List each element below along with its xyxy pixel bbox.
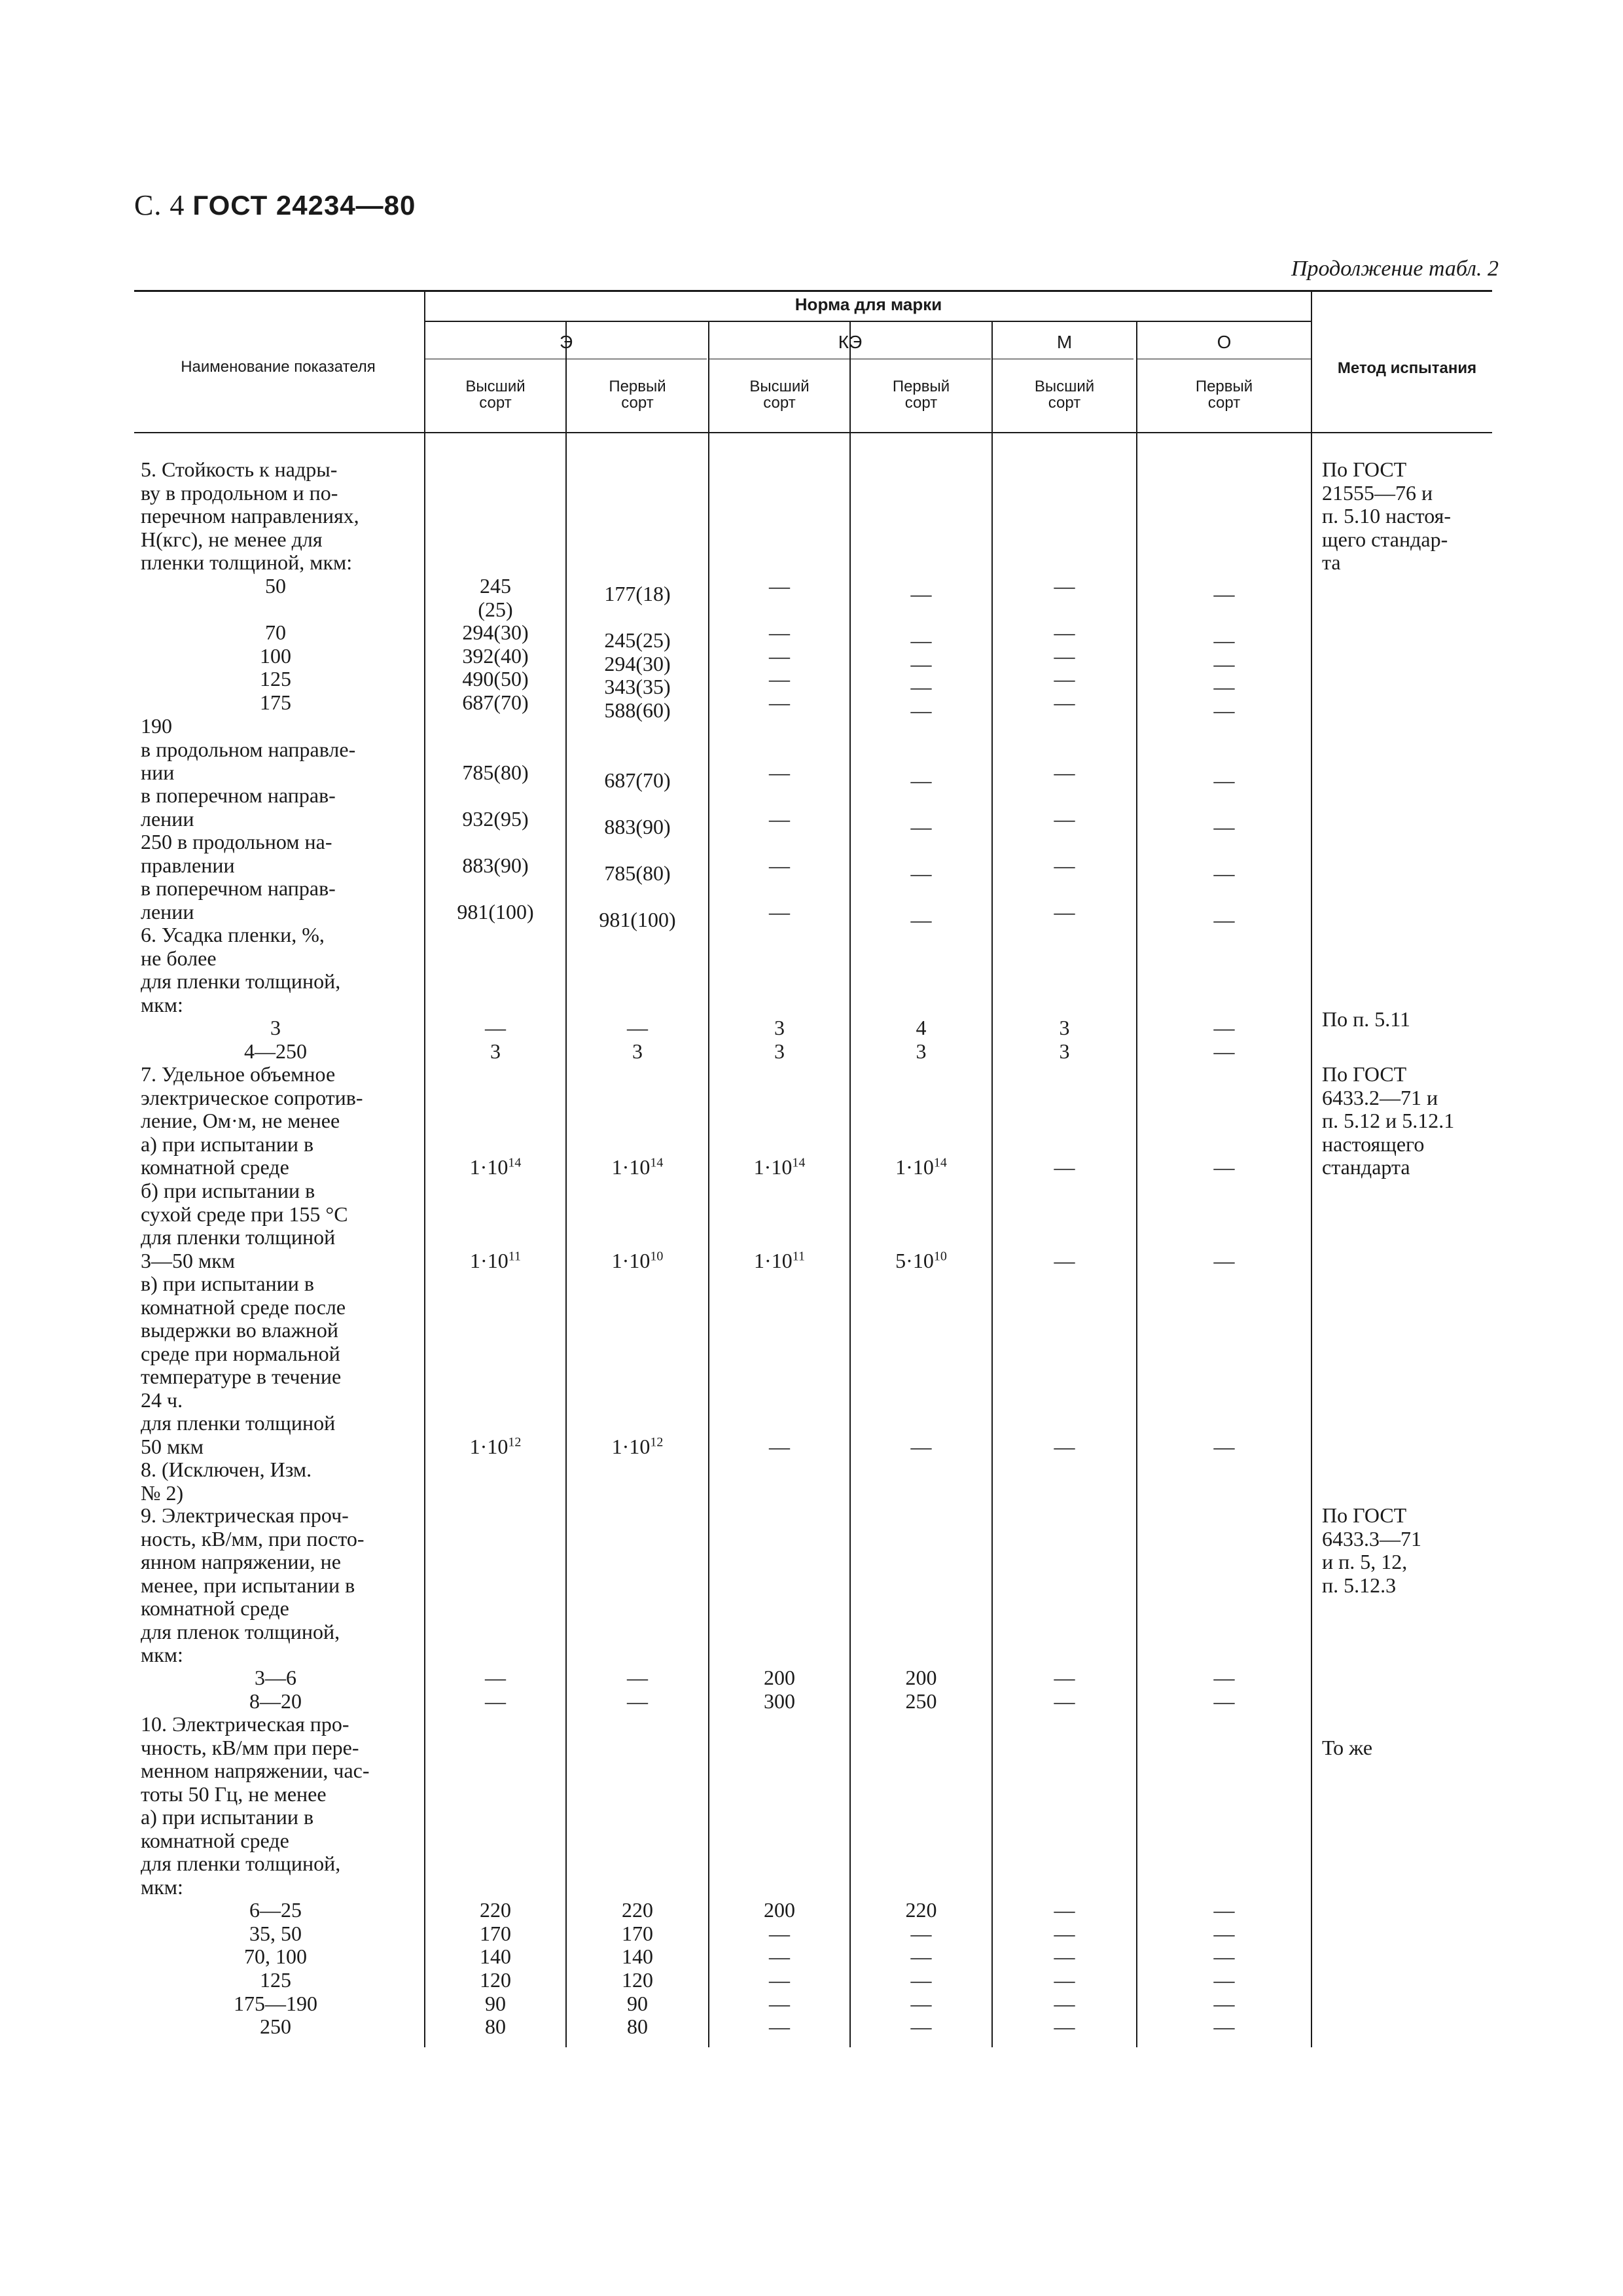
table-cell: — [1054,691,1075,714]
column-divider [849,322,851,2047]
table-cell: — [1054,1155,1075,1179]
table-cell: — [1213,628,1235,652]
row-test-method: По ГОСТ 6433.2—71 и п. 5.12 и 5.12.1 настоящего стандарта [1322,1062,1455,1179]
table-cell: — [1054,1992,1075,2015]
table-cell: — [485,1016,506,1039]
table-cell: 200 [764,1898,795,1922]
sort-header: Высший сорт [465,378,526,412]
table-cell: — [485,1689,506,1713]
table-cell: 300 [764,1689,795,1713]
table-cell: — [1054,761,1075,784]
table-cell: — [910,1968,932,1992]
table-cell: 250 [905,1689,937,1713]
table-cell: — [910,582,932,605]
method-header: Метод испытания [1337,359,1477,377]
table-cell: — [1213,907,1235,931]
page-header [134,188,416,222]
row-indicator-name: 250 [260,2015,291,2038]
table-cell: 245(25) [604,628,671,652]
row-indicator-name: 190 в продольном направле- нии [141,714,356,784]
row-indicator-name: 100 [260,644,291,668]
table-cell: — [485,1666,506,1689]
table-cell: $1\cdot 10^{11}$ [470,1248,521,1272]
table-cell: — [1213,1968,1235,1992]
table-cell: $5\cdot 10^{10}$ [895,1248,947,1272]
column-divider [1311,290,1312,2047]
row-indicator-name: 70 [265,620,286,644]
table-cell: — [1213,698,1235,722]
standard-number: ГОСТ 24234—80 [192,190,416,221]
table-cell: — [1213,1039,1235,1063]
table-cell: 294(30) [462,620,529,644]
table-cell: — [1213,1666,1235,1689]
table-cell: — [627,1689,648,1713]
row-indicator-name: 9. Электрическая проч- ность, кВ/мм, при посто- янном напряжении, не менее, при испытании в комнатной среде для пленок толщиной, мкм: [141,1503,365,1666]
table-cell: 3 [632,1039,643,1063]
row-indicator-name: в поперечном направ- лении [141,783,336,831]
table-cell: $1\cdot 10^{14}$ [895,1155,947,1179]
table-cell: — [1054,620,1075,644]
table-cell: — [769,1922,790,1945]
table-cell: 883(90) [604,814,671,838]
sort-header: Высший сорт [749,378,810,412]
table-cell: — [1213,814,1235,838]
row-indicator-name: 125 [260,667,291,691]
table-cell: — [910,1922,932,1945]
table-cell: — [910,698,932,722]
table-cell: — [1213,1992,1235,2015]
norm-title-header: Норма для марки [794,295,942,314]
table-cell: 981(100) [457,899,534,924]
table-cell: — [1213,1016,1235,1039]
table-cell: 3 [774,1016,785,1039]
table-cell: 90 [627,1992,648,2015]
column-divider [1136,322,1137,2047]
table-cell: — [1054,1945,1075,1968]
table-cell: — [769,853,790,877]
grade-header-o: О [1217,332,1232,352]
table-cell: — [769,1968,790,1992]
table-cell: — [627,1666,648,1689]
row-indicator-name: 8—20 [249,1689,302,1713]
table-cell: — [1054,806,1075,831]
table-cell: $1\cdot 10^{14}$ [753,1155,806,1179]
table-cell: — [1054,2015,1075,2038]
table-cell: 80 [485,2015,506,2038]
table-cell: 200 [905,1666,937,1689]
table-cell: — [1213,1922,1235,1945]
table-cell: 4 [916,1016,927,1039]
indicator-name-header: Наименование показателя [181,358,376,376]
row-test-method: По ГОСТ 21555—76 и п. 5.10 настоя- щего стандар- та [1322,457,1451,574]
table-cell: — [910,861,932,885]
table-cell: 3 [1059,1016,1070,1039]
table-cell: 120 [480,1968,511,1992]
table-cell: — [1054,853,1075,877]
table-cell: 140 [622,1945,653,1968]
table-cell: 981(100) [599,907,676,931]
table-cell: — [1054,1666,1075,1689]
row-indicator-name: 3 [270,1016,281,1039]
row-indicator-name: 4—250 [244,1039,307,1063]
table-cell: — [910,628,932,652]
table-cell: $1\cdot 10^{11}$ [754,1248,805,1272]
row-indicator-name: 3—6 [255,1666,296,1689]
table-cell: 490(50) [462,667,529,691]
sort-header: Первый сорт [892,378,950,412]
table-cell: — [769,1434,790,1458]
row-test-method: По п. 5.11 [1322,1007,1411,1031]
table-cell: — [627,1016,648,1039]
table-cell: — [769,691,790,714]
row-indicator-name: 8. (Исключен, Изм. № 2) [141,1458,312,1505]
row-indicator-name: б) при испытании в сухой среде при 155 °С для пленки толщиной 3—50 мкм [141,1179,348,1272]
sort-header: Первый сорт [609,378,666,412]
table-cell: 932(95) [462,806,529,831]
table-cell: — [910,1434,932,1458]
table-continuation-label: Продолжение табл. 2 [1291,257,1499,281]
grade-header-ke: КЭ [838,332,863,352]
table-cell: — [769,1945,790,1968]
table-cell: — [1213,768,1235,792]
sort-header: Высший сорт [1034,378,1095,412]
table-cell: 220 [622,1898,653,1922]
table-cell: 3 [1059,1039,1070,1063]
table-cell: 200 [764,1666,795,1689]
table-cell: — [1054,644,1075,668]
table-cell: 220 [905,1898,937,1922]
table-cell: — [769,574,790,598]
table-cell: — [1213,1898,1235,1922]
table-cell: — [769,667,790,691]
table-cell: 120 [622,1968,653,1992]
table-cell: — [1054,1248,1075,1272]
table-cell: 170 [622,1922,653,1945]
header-bottom-rule [134,432,1492,433]
table-cell: — [769,2015,790,2038]
table-cell: 80 [627,2015,648,2038]
table-cell: 177(18) [604,582,671,605]
table-cell: 785(80) [462,761,529,784]
row-indicator-name: 35, 50 [249,1922,302,1945]
table-cell: $1\cdot 10^{14}$ [611,1155,664,1179]
table-cell: — [1054,667,1075,691]
table-cell: — [1213,675,1235,698]
table-cell: 3 [774,1039,785,1063]
table-cell: — [1213,1155,1235,1179]
row-indicator-name: 250 в продольном на- правлении [141,830,332,877]
table-cell: 785(80) [604,861,671,885]
row-indicator-name: в поперечном направ- лении [141,876,336,924]
table-cell: 140 [480,1945,511,1968]
table-cell: $1\cdot 10^{12}$ [611,1434,664,1458]
table-cell: — [769,1992,790,2015]
table-cell: — [769,620,790,644]
grade-header-e: Э [559,332,573,352]
table-cell: 883(90) [462,853,529,877]
table-cell: — [1054,1968,1075,1992]
table-cell: — [1213,1945,1235,1968]
table-cell: 3 [490,1039,501,1063]
table-cell: — [1054,1434,1075,1458]
table-cell: $1\cdot 10^{14}$ [469,1155,522,1179]
table-cell: — [1213,1434,1235,1458]
table-cell: — [769,761,790,784]
table-cell: — [1213,582,1235,605]
table-cell: — [1213,861,1235,885]
row-indicator-name: 5. Стойкость к надры- ву в продольном и по- перечном направлениях, Н(кгс), не менее для пленки толщиной, мкм: [141,457,359,574]
table-cell: — [1213,2015,1235,2038]
table-cell: — [1213,1248,1235,1272]
row-indicator-name: 175 [260,691,291,714]
table-cell: — [910,907,932,931]
table-cell: 588(60) [604,698,671,722]
row-indicator-name: 10. Электрическая про- чность, кВ/мм при пере- менном напряжении, час- тоты 50 Гц, не менее а) при испытании в комнатной среде для пленки толщиной, мкм: [141,1712,370,1899]
table-top-rule [134,290,1492,292]
table-cell: 90 [485,1992,506,2015]
sort-header: Первый сорт [1195,378,1253,412]
page-label: С. 4 [134,189,185,221]
table-cell: — [769,644,790,668]
table-cell: — [1054,1689,1075,1713]
table-cell: — [910,1945,932,1968]
norm-title-rule [425,321,1311,322]
row-indicator-name: 175—190 [234,1992,317,2015]
table-cell: 343(35) [604,675,671,698]
table-cell: — [1054,1898,1075,1922]
table-cell: — [910,2015,932,2038]
table-cell: — [1054,574,1075,598]
row-indicator-name: 50 [265,574,286,598]
table-cell: — [910,675,932,698]
column-divider [565,322,567,2047]
table-cell: — [910,814,932,838]
table-cell: — [1054,899,1075,924]
table-cell: — [910,652,932,675]
table-cell: 294(30) [604,652,671,675]
row-indicator-name: в) при испытании в комнатной среде после выдержки во влажной среде при нормальной температуре в течение 24 ч. для пленки толщиной 50 мкм [141,1272,346,1458]
table-cell: — [1213,652,1235,675]
row-indicator-name: 70, 100 [244,1945,307,1968]
table-cell: — [769,899,790,924]
row-test-method: По ГОСТ 6433.3—71 и п. 5, 12, п. 5.12.3 [1322,1503,1421,1597]
table-cell: 392(40) [462,644,529,668]
table-cell: — [1213,1689,1235,1713]
row-indicator-name: 7. Удельное объемное электрическое сопротив- ление, Ом·м, не менее а) при испытании в комнатной среде [141,1062,363,1179]
table-cell: — [769,806,790,831]
table-cell: 687(70) [462,691,529,714]
table-cell: 687(70) [604,768,671,792]
table-cell: 3 [916,1039,927,1063]
table-cell: 170 [480,1922,511,1945]
table-cell: 220 [480,1898,511,1922]
row-test-method: То же [1322,1736,1373,1759]
table-cell: 245 (25) [478,574,513,621]
row-indicator-name: 6—25 [249,1898,302,1922]
row-indicator-name: 125 [260,1968,291,1992]
table-cell: $1\cdot 10^{10}$ [611,1248,664,1272]
row-indicator-name: 6. Усадка пленки, %, не более для пленки толщиной, мкм: [141,923,341,1016]
table-cell: — [910,1992,932,2015]
table-cell: — [910,768,932,792]
table-cell: $1\cdot 10^{12}$ [469,1434,522,1458]
grade-header-m: М [1056,332,1073,352]
table-cell: — [1054,1922,1075,1945]
